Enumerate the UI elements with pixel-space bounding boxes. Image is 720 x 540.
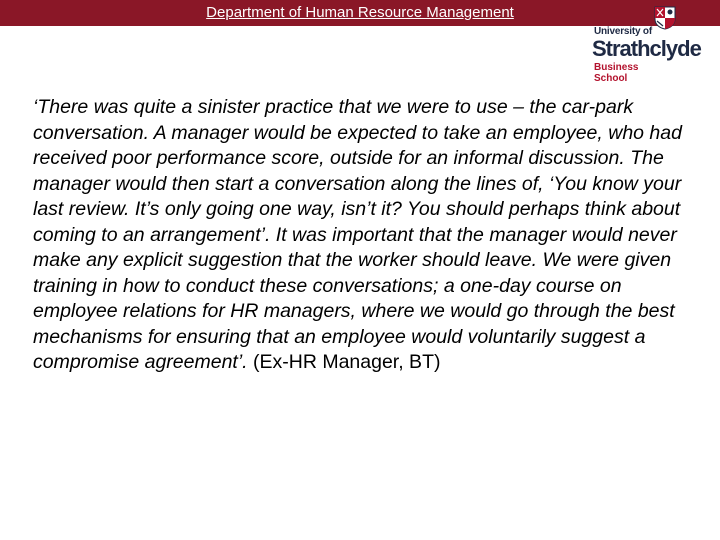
logo-university-of: University of [594,26,652,37]
logo-strathclyde: Strathclyde [592,36,701,61]
university-crest-icon [654,6,676,30]
page-title: Department of Human Resource Management [206,4,514,21]
logo-business-line: Business [594,62,639,73]
university-logo [592,6,716,86]
quote-attribution: (Ex-HR Manager, BT) [247,351,441,373]
logo-business-school [594,62,638,84]
logo-school-line: School [594,73,628,84]
quote-block [33,95,683,376]
quote-text: ‘There was quite a sinister practice that we were to use – the car-park conversation. A manager would be expected to take an employee, who had received poor performance score, outside for an informal discussion. The manager would then start a conversation along the lines of, ‘You know your last review. It’s only going one way, isn’t it? You should perhaps think about coming to an arrangement’. It was important that the manager would never make any explicit suggestion that the worker should leave. We were given training in how to conduct these conversations; a one-day course on employee relations for HR managers, where we would go through the best mechanisms for ensuring that an employee would voluntarily suggest a compromise agreement’. [33,96,682,373]
